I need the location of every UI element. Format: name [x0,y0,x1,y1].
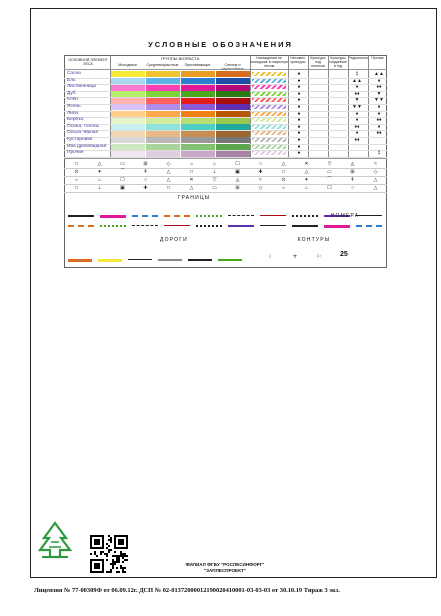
map-symbol: ♦ [377,77,381,84]
col-divider [348,55,349,158]
age-color-swatch [111,137,145,143]
road-line-sample [218,259,242,261]
header-main: ОСНОВНОЙ ЭЛЕМЕНТ ЛЕСА [68,58,108,66]
age-color-swatch [146,71,180,77]
map-symbol: ● [297,123,301,130]
map-symbol: □ [74,161,79,167]
species-name: Дуб [67,90,76,96]
species-name: Ель [67,77,76,83]
map-symbol: ≈ [259,177,262,183]
col-divider [368,55,369,158]
map-symbol: △ [166,169,171,175]
header-divider [64,69,387,70]
header-groups: ГРУППЫ ВОЗРАСТА [160,56,200,61]
age-color-swatch [146,78,180,84]
map-symbol: ☼ [281,185,286,191]
contour-symbol: ☾ [268,254,274,260]
map-symbol: ● [297,150,301,157]
row-divider [64,192,387,193]
hatched-swatch [252,118,286,122]
extra-header-5: Редколесья [348,56,368,60]
map-symbol: ○ [143,177,148,183]
map-symbol: ☼ [74,177,79,183]
map-symbol: ○ [350,185,355,191]
map-symbol: ♦♦ [376,130,382,137]
map-symbol: ≈ [374,161,377,167]
age-color-swatch [111,71,145,77]
map-symbol: △ [373,185,378,191]
map-symbol: ◇ [166,161,171,167]
boundary-line-sample [100,225,126,227]
map-symbol: ⌒ [326,177,332,183]
col-divider [250,55,251,158]
extra-header-6: Прочие [371,56,384,60]
age-color-swatch [181,71,215,77]
age-color-swatch [181,131,215,137]
map-symbol: ⊞ [143,161,148,167]
age-color-swatch [181,78,215,84]
map-symbol: ♦ [355,84,359,91]
map-symbol: □ [166,185,171,191]
map-symbol: ● [297,130,301,137]
map-symbol: ◬ [350,161,355,167]
age-color-swatch [146,91,180,97]
age-color-swatch [216,98,250,104]
map-symbol: ● [297,117,301,124]
age-color-swatch [216,91,250,97]
map-symbol: ♦ [355,110,359,117]
extra-header-3: Культуры под пологом [310,56,326,68]
map-symbol: ⊞ [235,185,240,191]
age-group-3: Приспевающие [184,63,211,67]
age-color-swatch [216,144,250,150]
map-symbol: ▼ [354,97,360,104]
map-symbol: △ [373,177,378,183]
species-name: Клён [67,97,78,103]
boundary-line-sample [68,225,94,227]
species-name: Ольха чёрная [67,130,99,136]
map-symbol: ♦♦ [376,117,382,124]
map-symbol: ○ [258,161,263,167]
extra-header-4: Культуры созданные в год [328,56,347,68]
age-color-swatch [216,137,250,143]
road-line-sample [68,259,92,262]
boundary-line-sample [260,215,286,216]
map-symbol: ✕ [189,177,194,183]
section-contours: КОНТУРЫ [297,237,331,243]
map-symbol: ⊙ [74,169,79,175]
age-color-swatch [181,124,215,130]
age-color-swatch [146,85,180,91]
age-color-swatch [146,124,180,130]
map-symbol: □ [74,185,79,191]
map-symbol: ♦ [377,104,381,110]
map-symbol: ▲▲ [374,71,384,77]
map-symbol: ☼ [189,161,194,167]
map-symbol: ● [297,143,301,150]
map-symbol: △ [189,185,194,191]
map-symbol: ♦♦ [354,123,360,130]
map-symbol: ▣ [120,185,125,191]
age-color-swatch [111,85,145,91]
age-color-swatch [216,85,250,91]
age-color-swatch [181,85,215,91]
map-symbol: ⊥ [97,185,102,191]
map-symbol: ▼ [376,90,382,97]
contour-number: 25 [340,251,348,258]
age-color-swatch [146,131,180,137]
species-name: Кустарники [67,137,93,142]
road-line-sample [98,259,122,262]
map-symbol: ▽ [212,177,217,183]
hatched-swatch [252,112,286,116]
section-boundaries: ГРАНИЦЫ [177,195,211,201]
boundary-line-sample [132,225,158,226]
boundary-line-sample [68,215,94,217]
hatched-swatch [252,131,286,135]
footer-license: Лицензия № 77-00309Ф от 06.09.12г. ДСП № 02-01372000012190020410001-03-03-03 от 30.10.19 Тираж 3 экз. [34,587,340,594]
tree-logo-icon [34,520,76,562]
hatched-swatch [252,98,286,102]
boundary-line-sample [196,225,222,227]
age-color-swatch [216,131,250,137]
age-color-swatch [181,151,215,157]
age-color-swatch [111,98,145,104]
age-color-swatch [216,111,250,117]
map-symbol: ⌂ [212,161,217,167]
boundary-line-sample [100,215,126,218]
map-symbol: ⊙ [281,177,286,183]
age-color-swatch [146,104,180,110]
boundary-line-sample [228,225,254,227]
age-color-swatch [216,78,250,84]
map-symbol: ✕ [304,161,309,167]
age-color-swatch [181,91,215,97]
species-name: Осина, тополь [67,123,100,129]
age-color-swatch [111,91,145,97]
species-name: Прочие [67,150,84,156]
age-color-swatch [181,118,215,124]
age-color-swatch [181,111,215,117]
map-symbol: ♦♦ [354,137,360,143]
boundary-line-sample [292,215,318,217]
species-name: Сосна [67,71,81,76]
map-symbol: ◇ [373,169,378,175]
map-symbol: ☐ [120,177,125,183]
age-color-swatch [216,104,250,110]
map-symbol: ▭ [327,169,332,175]
col-divider [288,55,289,158]
map-symbol: ‡ [377,150,381,157]
hatched-swatch [252,145,286,149]
map-symbol: ♦ [355,117,359,124]
age-group-2: Средневозрастные [146,63,179,67]
map-symbol: ☐ [235,161,240,167]
map-symbol: ♦♦ [376,84,382,91]
age-color-swatch [111,124,145,130]
map-symbol: ● [297,137,301,143]
qr-code-icon [90,535,128,573]
map-symbol: ✦ [304,177,309,183]
map-symbol: ● [297,71,301,77]
map-symbol: ⌒ [119,169,125,175]
map-symbol: ⊞ [350,169,355,175]
map-symbol: ☐ [327,185,332,191]
age-color-swatch [146,144,180,150]
map-symbol: ● [297,104,301,110]
map-symbol: ▲▲ [352,77,362,84]
map-symbol: ♦ [377,123,381,130]
contour-symbol: ⚐ [316,254,322,260]
road-line-sample [188,259,212,261]
map-symbol: ⌂ [304,185,309,191]
age-color-swatch [216,118,250,124]
map-symbol: ● [297,97,301,104]
contour-symbol: ⛤ [292,254,297,260]
species-name: Лиственница [67,84,96,90]
hatched-swatch [252,125,286,129]
age-color-swatch [216,151,250,157]
extra-header-1: Насаждения не вошедшие в покрытую лесом [250,56,288,68]
age-color-swatch [181,144,215,150]
map-symbol: ✚ [258,169,263,175]
road-line-sample [128,259,152,260]
map-symbol: ⌂ [97,177,102,183]
age-color-swatch [111,151,145,157]
boundary-line-sample [164,215,190,217]
species-name: Ясень [67,104,81,109]
map-symbol: ♦ [355,130,359,137]
age-color-swatch [181,104,215,110]
col-divider [308,55,309,158]
map-symbol: △ [304,169,309,175]
age-color-swatch [181,98,215,104]
map-symbol: ● [297,84,301,91]
hatched-swatch [252,92,286,96]
map-symbol: ▽ [327,161,332,167]
age-color-swatch [111,111,145,117]
boundary-line-sample [324,225,350,228]
map-symbol: ⊥ [212,169,217,175]
age-color-swatch [216,124,250,130]
hatched-swatch [252,79,286,83]
map-symbol: ✚ [143,185,148,191]
map-symbol: △ [97,161,102,167]
section-numbers: НОМЕРА [330,213,360,219]
age-color-swatch [146,111,180,117]
boundary-line-sample [132,215,158,217]
map-symbol: ▭ [212,185,217,191]
map-symbol: ▭ [120,161,125,167]
age-group-1: Молодняки [118,63,137,67]
map-symbol: ◇ [258,185,263,191]
map-symbol: ↟ [350,177,355,183]
age-color-swatch [146,151,180,157]
map-symbol: ● [297,110,301,117]
boundary-line-sample [196,215,222,217]
hatched-swatch [252,85,286,89]
age-color-swatch [111,144,145,150]
boundary-line-sample [260,225,286,226]
hatched-swatch [252,105,286,109]
hatched-swatch [252,138,286,142]
map-symbol: △ [281,161,286,167]
map-symbol: ▣ [235,169,240,175]
section-roads: ДОРОГИ [160,237,188,243]
col-divider [328,55,329,158]
map-symbol: ↟ [143,169,148,175]
hatched-swatch [252,72,286,76]
age-color-swatch [111,104,145,110]
extra-header-2: Несомкн. культуры [290,56,306,64]
hatched-swatch [252,151,286,155]
map-symbol: ● [297,90,301,97]
age-color-swatch [181,137,215,143]
map-symbol: □ [189,169,194,175]
age-color-swatch [146,118,180,124]
boundary-line-sample [356,225,382,227]
road-line-sample [158,259,182,261]
map-symbol: ‡ [355,71,359,77]
age-color-swatch [111,131,145,137]
map-symbol: △ [166,177,171,183]
age-color-swatch [146,137,180,143]
boundary-line-sample [164,225,190,226]
map-symbol: ● [297,77,301,84]
boundary-line-sample [228,215,254,216]
legend-table [64,55,387,268]
age-color-swatch [111,118,145,124]
age-color-swatch [111,78,145,84]
map-symbol: □ [281,169,286,175]
age-color-swatch [146,98,180,104]
map-symbol: ♦ [377,110,381,117]
boundary-line-sample [292,225,318,227]
age-group-4: Спелые и перестойные [221,63,244,71]
map-symbol: ♦♦ [354,90,360,97]
species-name: Липа [67,110,79,116]
species-name: Берёза [67,117,84,123]
map-symbol: ▼▼ [374,97,384,104]
map-symbol: ▼▼ [352,104,362,110]
section-divider [64,158,387,159]
map-symbol: ◬ [235,177,240,183]
organization-name [150,562,300,573]
legend-title: УСЛОВНЫЕ ОБОЗНАЧЕНИЯ [148,40,293,49]
age-color-swatch [216,71,250,77]
org-line-2: "ЗАПЛЕСПРОЕКТ" [203,567,247,573]
species-name: Ива древовидная [67,143,107,149]
org-line-1: ФИЛИАЛ ФГБУ "РОСЛЕСИНФОРГ" [185,562,265,567]
map-symbol: ✦ [97,169,102,175]
